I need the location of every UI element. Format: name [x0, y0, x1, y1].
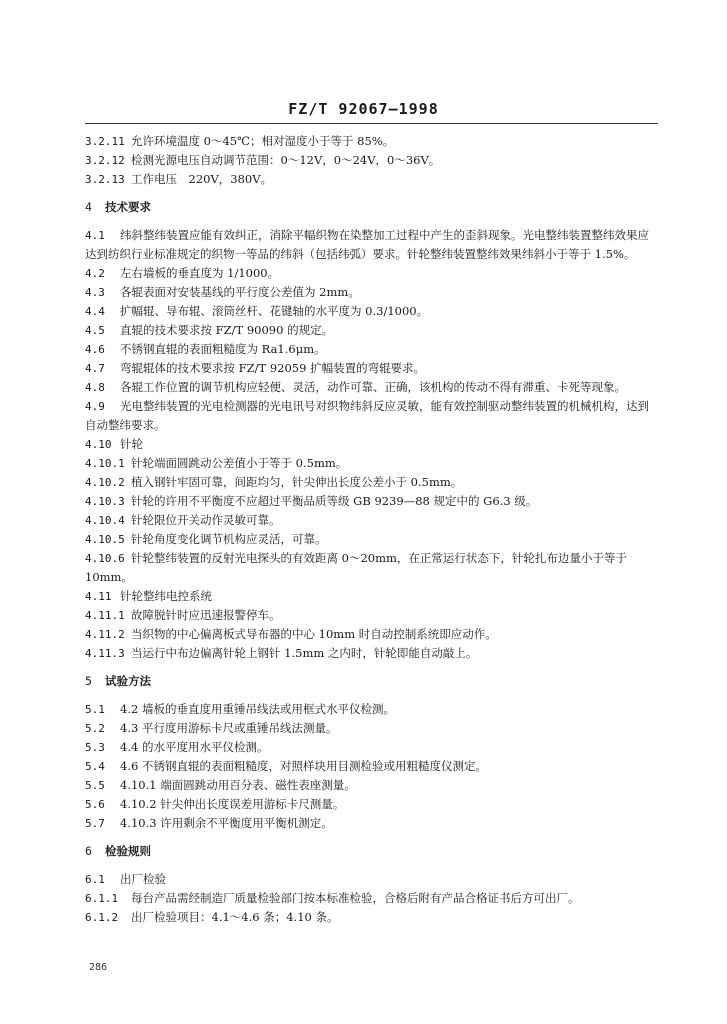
clause-text: 针轮端面圆跳动公差值小于等于 0.5mm。 — [131, 456, 348, 470]
clause-number: 4.11.3 — [85, 647, 125, 660]
clause-text: 针轮的许用不平衡度不应超过平衡品质等级 GB 9239—88 规定中的 G6.3 级。 — [131, 494, 538, 508]
clause-4-10-5 — [85, 530, 660, 549]
clause-text: 检测光源电压自动调节范围：0～12V，0～24V，0～36V。 — [131, 153, 441, 167]
clause-number: 4.6 — [85, 343, 105, 356]
clause-number: 4.5 — [85, 324, 105, 337]
clause-4-6 — [85, 340, 660, 359]
clause-5-4 — [85, 757, 660, 776]
clause-text: 故障脱针时应迅速报警停车。 — [131, 608, 281, 622]
clause-text: 针轮整纬电控系统 — [120, 589, 212, 603]
document-body — [85, 132, 660, 927]
clause-text: 针轮角度变化调节机构应灵活，可靠。 — [131, 532, 327, 546]
clause-number: 3.2.12 — [85, 154, 125, 167]
clause-text: 光电整纬装置的光电检测器的光电讯号对织物纬斜反应灵敏，能有效控制驱动整纬装置的机械机构，达到自动整纬要求。 — [85, 399, 649, 432]
clause-number: 6.1.1 — [85, 892, 119, 905]
clause-number: 4.10.6 — [85, 552, 125, 565]
section-number: 5 — [85, 674, 92, 688]
top-items — [85, 132, 660, 189]
clause-number: 4.10 — [85, 438, 112, 451]
page-number: 286 — [89, 962, 108, 973]
clause-number: 5.3 — [85, 741, 105, 754]
clause-number: 4.11.1 — [85, 609, 125, 622]
header-rule — [85, 123, 658, 124]
clause-6-1-1 — [85, 889, 660, 908]
clause-number: 4.10.4 — [85, 514, 125, 527]
clause-4-11-3 — [85, 644, 660, 663]
clause-number: 4.11 — [85, 590, 112, 603]
clause-text: 当运行中布边偏离针轮上钢针 1.5mm 之内时，针轮即能自动敲上。 — [131, 646, 478, 660]
clause-4-5 — [85, 321, 660, 340]
clause-5-5 — [85, 776, 660, 795]
clause-text: 针轮 — [120, 437, 143, 451]
clause-number: 6.1.2 — [85, 911, 119, 924]
section-title: 试验方法 — [105, 674, 151, 688]
section-heading-6 — [85, 842, 660, 861]
clause-number: 4.1 — [85, 229, 105, 242]
clause-number: 5.4 — [85, 760, 105, 773]
clause-text: 每台产品需经制造厂质量检验部门按本标准检验，合格后附有产品合格证书后方可出厂。 — [131, 891, 580, 905]
clause-4-4 — [85, 302, 660, 321]
clause-5-2 — [85, 719, 660, 738]
clause-text: 当织物的中心偏离板式导布器的中心 10mm 时自动控制系统即应动作。 — [131, 627, 497, 641]
clause-text: 各辊工作位置的调节机构应轻便、灵活，动作可靠、正确，该机构的传动不得有滞重、卡死等现象。 — [120, 380, 626, 394]
clause-text: 4.10.2 针尖伸出长度误差用游标卡尺测量。 — [120, 797, 345, 811]
clause-text: 各辊表面对安装基线的平行度公差值为 2mm。 — [120, 285, 360, 299]
clause-text: 4.4 的水平度用水平仪检测。 — [120, 740, 269, 754]
clause-5-1 — [85, 700, 660, 719]
clause-5-3 — [85, 738, 660, 757]
clause-3-2-12 — [85, 151, 660, 170]
clause-6-1 — [85, 870, 660, 889]
clause-4-1 — [85, 226, 660, 264]
clause-5-7 — [85, 814, 660, 833]
clause-number: 5.2 — [85, 722, 105, 735]
section-number: 6 — [85, 844, 92, 858]
clause-4-10-3 — [85, 492, 660, 511]
clause-4-7 — [85, 359, 660, 378]
clause-text: 出厂检验 — [120, 872, 166, 886]
clause-text: 出厂检验项目：4.1～4.6 条；4.10 条。 — [131, 910, 339, 924]
clause-4-10 — [85, 435, 660, 454]
clause-number: 3.2.11 — [85, 135, 125, 148]
clause-text: 4.3 平行度用游标卡尺或重锤吊线法测量。 — [120, 721, 338, 735]
section-title: 技术要求 — [105, 200, 151, 214]
clause-number: 4.7 — [85, 362, 105, 375]
clause-4-9 — [85, 397, 660, 435]
section-number: 4 — [85, 200, 92, 214]
clause-number: 4.8 — [85, 381, 105, 394]
clause-4-11-2 — [85, 625, 660, 644]
clause-5-6 — [85, 795, 660, 814]
clause-text: 4.10.1 端面圆跳动用百分表、磁性表座测量。 — [120, 778, 356, 792]
clause-number: 4.3 — [85, 286, 105, 299]
clause-3-2-13 — [85, 170, 660, 189]
clause-text: 针轮整纬装置的反射光电探头的有效距离 0～20mm，在正常运行状态下，针轮扎布边量小于等于 10mm。 — [85, 551, 627, 584]
clause-4-10-4 — [85, 511, 660, 530]
clause-number: 4.4 — [85, 305, 105, 318]
section-heading-4 — [85, 198, 660, 217]
clause-4-2 — [85, 264, 660, 283]
section-title: 检验规则 — [105, 844, 151, 858]
clause-text: 直辊的技术要求按 FZ/T 90090 的规定。 — [120, 323, 334, 337]
clause-text: 针轮限位开关动作灵敏可靠。 — [131, 513, 281, 527]
clause-4-3 — [85, 283, 660, 302]
clause-number: 4.10.3 — [85, 495, 125, 508]
clause-number: 4.2 — [85, 267, 105, 280]
clause-number: 4.10.5 — [85, 533, 125, 546]
clause-text: 4.6 不锈钢直辊的表面粗糙度，对照样块用目测检验或用粗糙度仪测定。 — [120, 759, 487, 773]
clause-6-1-2 — [85, 908, 660, 927]
clause-4-11-1 — [85, 606, 660, 625]
clause-number: 4.10.2 — [85, 476, 125, 489]
clause-4-10-2 — [85, 473, 660, 492]
clause-text: 允许环境温度 0～45℃；相对湿度小于等于 85%。 — [131, 134, 395, 148]
clause-text: 纬斜整纬装置应能有效纠正，消除平幅织物在染整加工过程中产生的歪斜现象。光电整纬装置整纬效果应达到纺织行业标准规定的织物一等品的纬斜（包括纬弧）要求。针轮整纬装置整纬效果纬斜小于等于 1.5%。 — [85, 228, 649, 261]
clause-text: 不锈钢直辊的表面粗糙度为 Ra1.6μm。 — [120, 342, 326, 356]
clause-4-8 — [85, 378, 660, 397]
clause-text: 弯辊辊体的技术要求按 FZ/T 92059 扩幅装置的弯辊要求。 — [120, 361, 426, 375]
clause-4-10-1 — [85, 454, 660, 473]
clause-4-10-6 — [85, 549, 660, 587]
clause-number: 4.11.2 — [85, 628, 125, 641]
clause-text: 4.2 墙板的垂直度用重锤吊线法或用框式水平仪检测。 — [120, 702, 395, 716]
clause-text: 4.10.3 许用剩余不平衡度用平衡机测定。 — [120, 816, 333, 830]
clause-3-2-11 — [85, 132, 660, 151]
clause-number: 5.6 — [85, 798, 105, 811]
clause-text: 工作电压 220V，380V。 — [131, 172, 273, 186]
clause-number: 5.7 — [85, 817, 105, 830]
clause-number: 3.2.13 — [85, 173, 125, 186]
clause-number: 4.9 — [85, 400, 105, 413]
clause-text: 左右墙板的垂直度为 1/1000。 — [120, 266, 280, 280]
clause-text: 扩幅辊、导布辊、滚筒丝杆、花键轴的水平度为 0.3/1000。 — [120, 304, 429, 318]
clause-number: 4.10.1 — [85, 457, 125, 470]
clause-4-11 — [85, 587, 660, 606]
clause-number: 5.1 — [85, 703, 105, 716]
clause-text: 植入钢针牢固可靠，间距均匀，针尖伸出长度公差小于 0.5mm。 — [131, 475, 463, 489]
section-heading-5 — [85, 672, 660, 691]
standard-number-header: FZ/T 92067—1998 — [288, 100, 439, 118]
clause-number: 5.5 — [85, 779, 105, 792]
clause-number: 6.1 — [85, 873, 105, 886]
